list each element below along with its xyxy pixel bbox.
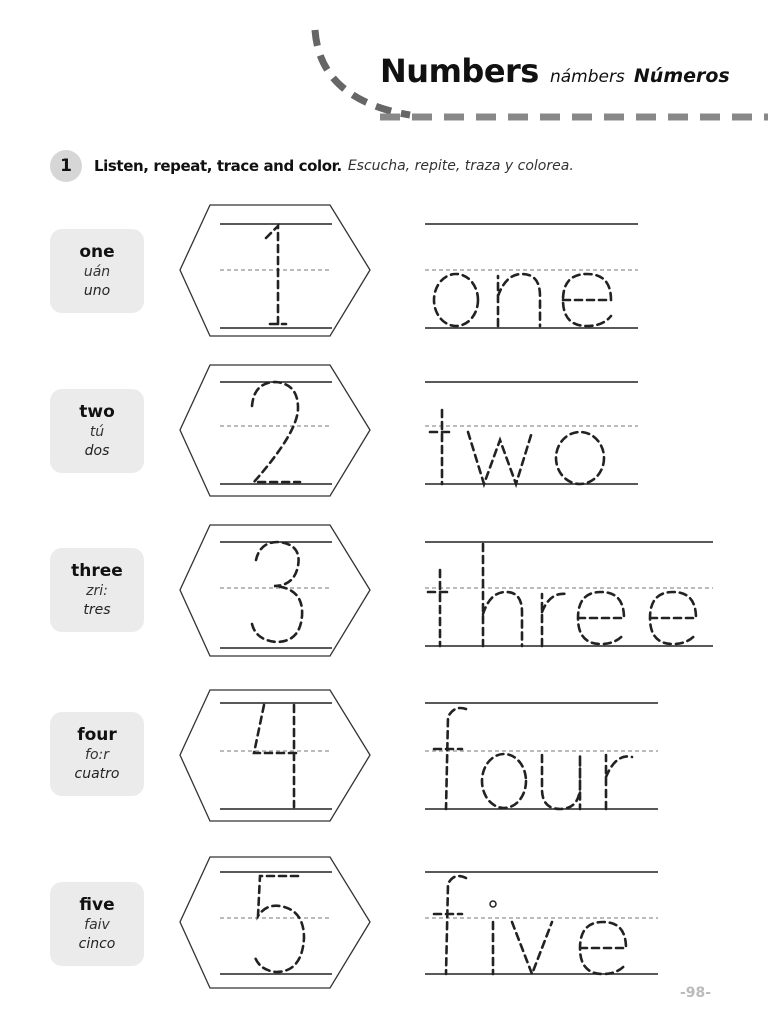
trace-word[interactable] (428, 544, 696, 646)
label-card-four (50, 712, 144, 796)
header-dashed-line (380, 112, 768, 122)
instruction-spanish: Escucha, repite, traza y colorea. (347, 158, 574, 174)
trace-word[interactable] (434, 274, 611, 326)
title-pronunciation: námbers (549, 67, 625, 87)
label-card-three (50, 548, 144, 632)
hexagon-frame (180, 525, 370, 656)
word-spanish: tres (83, 602, 111, 618)
hexagon-frame (180, 365, 370, 496)
trace-row-one (170, 200, 730, 350)
hexagon-frame (180, 690, 370, 821)
trace-row-four (170, 685, 730, 835)
page-title (380, 52, 730, 90)
word-spanish: uno (83, 283, 111, 299)
instruction-english: Listen, repeat, trace and color. (94, 157, 342, 175)
word-pronunciation: uán (83, 264, 111, 280)
trace-row-five (170, 852, 730, 1002)
trace-word[interactable] (434, 876, 626, 974)
word-english: four (77, 725, 117, 745)
exercise-instruction (50, 150, 574, 182)
title-english: Numbers (380, 52, 539, 90)
word-spanish: dos (84, 443, 110, 459)
word-spanish: cuatro (74, 766, 120, 782)
word-pronunciation: zri: (86, 583, 108, 599)
exercise-number-badge: 1 (50, 150, 82, 182)
trace-word[interactable] (430, 410, 604, 484)
label-card-five (50, 882, 144, 966)
word-english: three (71, 561, 123, 581)
word-pronunciation: tú (89, 424, 105, 440)
word-pronunciation: faiv (84, 917, 110, 933)
label-card-one (50, 229, 144, 313)
word-spanish: cinco (78, 936, 116, 952)
word-english: one (79, 242, 115, 262)
label-card-two (50, 389, 144, 473)
page-number: -98- (680, 985, 712, 1001)
trace-word[interactable] (434, 708, 632, 809)
trace-row-two (170, 360, 730, 510)
word-english: two (79, 402, 115, 422)
trace-row-three (170, 520, 730, 670)
word-pronunciation: fo:r (85, 747, 109, 763)
word-english: five (79, 895, 115, 915)
title-spanish: Números (633, 65, 730, 87)
